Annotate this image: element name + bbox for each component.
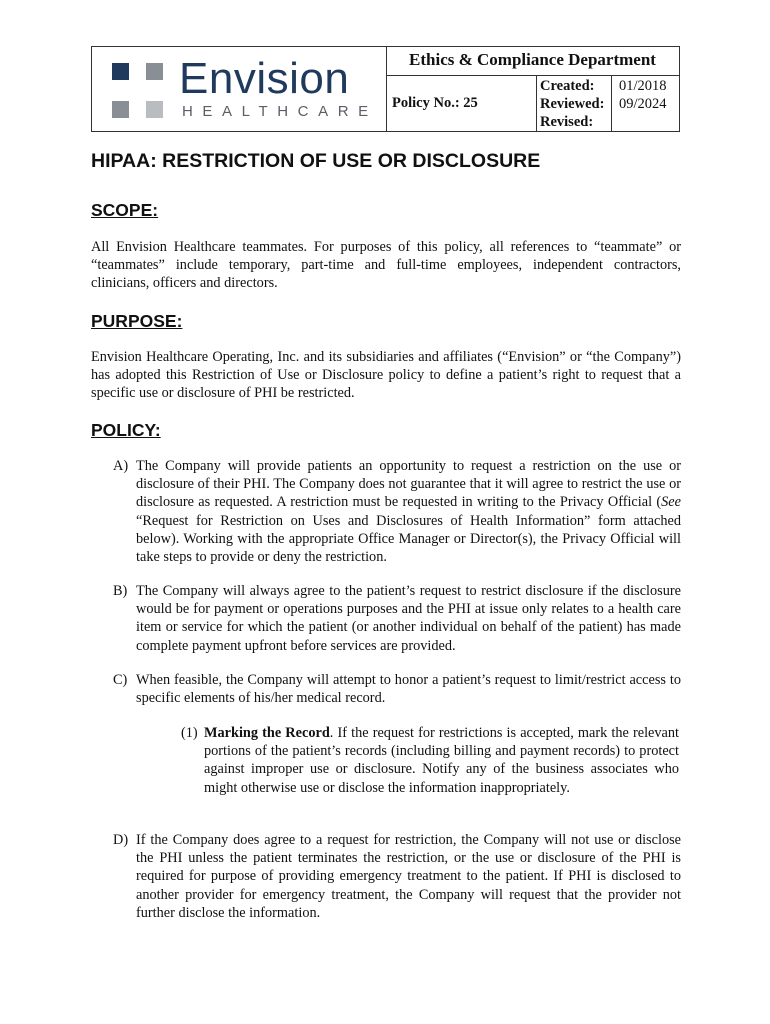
- reviewed-label: Reviewed:: [540, 96, 605, 112]
- policy-item-c: [113, 671, 681, 707]
- sub-item-label: (1): [181, 725, 198, 741]
- company-logo: [92, 47, 387, 131]
- revised-label: Revised:: [540, 114, 594, 130]
- logo-square-icon: [112, 63, 129, 80]
- item-text: The Company will always agree to the patient’s request to restrict disclosure if the disclosure would be for payment or operations purposes and the PHI at issue only relates to a health care item or service for which the patient (or another individual on behalf of the patient) has made complete payment upfront before services are provided.: [136, 583, 681, 654]
- policy-heading: POLICY:: [91, 420, 161, 440]
- item-label: D): [113, 832, 129, 848]
- reviewed-row: [537, 95, 680, 113]
- page-title: HIPAA: RESTRICTION OF USE OR DISCLOSURE: [91, 150, 541, 172]
- department-name: Ethics & Compliance Department: [386, 47, 679, 76]
- logo-wordmark: Envision: [179, 54, 350, 103]
- policy-number: Policy No.: 25: [392, 95, 478, 111]
- item-text: If the Company does agree to a request for restriction, the Company will not use or disclose the PHI unless the patient terminates the restriction, or the use or disclosure of the PHI is required for purpose of providing emergency treatment to the patient. If PHI is disclosed to another provider for emergency treatment, the Company will request that the provider not further disclose the information.: [136, 832, 681, 921]
- document-header: [91, 46, 680, 132]
- policy-item-b: [113, 582, 681, 655]
- logo-subtitle: HEALTHCARE: [182, 103, 378, 120]
- item-label: B): [113, 583, 128, 599]
- purpose-heading: PURPOSE:: [91, 311, 183, 331]
- item-text: The Company will provide patients an opportunity to request a restriction on the use or disclosure of their PHI. The Company does not guarantee that it will agree to restrict the use or disclosure as requested. A restriction must be requested in writing to the Privacy Official (See “Request for Restriction on Uses and Disclosures of Health Information” form attached below). Working with the appropriate Office Manager or Director(s), the Privacy Official will take steps to provide or deny the restriction.: [136, 458, 681, 566]
- created-label: Created:: [540, 78, 595, 94]
- policy-item-a: [113, 457, 681, 566]
- purpose-text: Envision Healthcare Operating, Inc. and its subsidiaries and affiliates (“Envision” or “the Company”) has adopted this Restriction of Use or Disclosure policy to define a patient’s right to request that a specific use or disclosure of PHI be restricted.: [91, 349, 681, 402]
- policy-item-d: [113, 831, 681, 922]
- item-label: C): [113, 672, 128, 688]
- reviewed-value: 09/2024: [619, 96, 667, 112]
- policy-dates: [536, 75, 680, 131]
- logo-square-icon: [146, 63, 163, 80]
- created-row: [537, 77, 680, 95]
- sub-item-text: Marking the Record. If the request for restrictions is accepted, mark the relevant portions of the patient’s records (including billing and payment records) to protect against improper use or disclosure. Notify any of the business associates who might otherwise use or disclose the information inappropriately.: [204, 725, 679, 796]
- item-label: A): [113, 458, 129, 474]
- revised-row: [537, 113, 680, 131]
- logo-square-icon: [146, 101, 163, 118]
- logo-square-icon: [112, 101, 129, 118]
- scope-text: All Envision Healthcare teammates. For purposes of this policy, all references to “teammate” or “teammates” include temporary, part-time and full-time employees, independent contractors, clinicians, officers and directors.: [91, 239, 681, 292]
- policy-sub-item-1: [181, 724, 679, 797]
- scope-heading: SCOPE:: [91, 200, 159, 220]
- item-text: When feasible, the Company will attempt to honor a patient’s request to limit/restrict access to specific elements of his/her medical record.: [136, 672, 681, 707]
- created-value: 01/2018: [619, 78, 667, 94]
